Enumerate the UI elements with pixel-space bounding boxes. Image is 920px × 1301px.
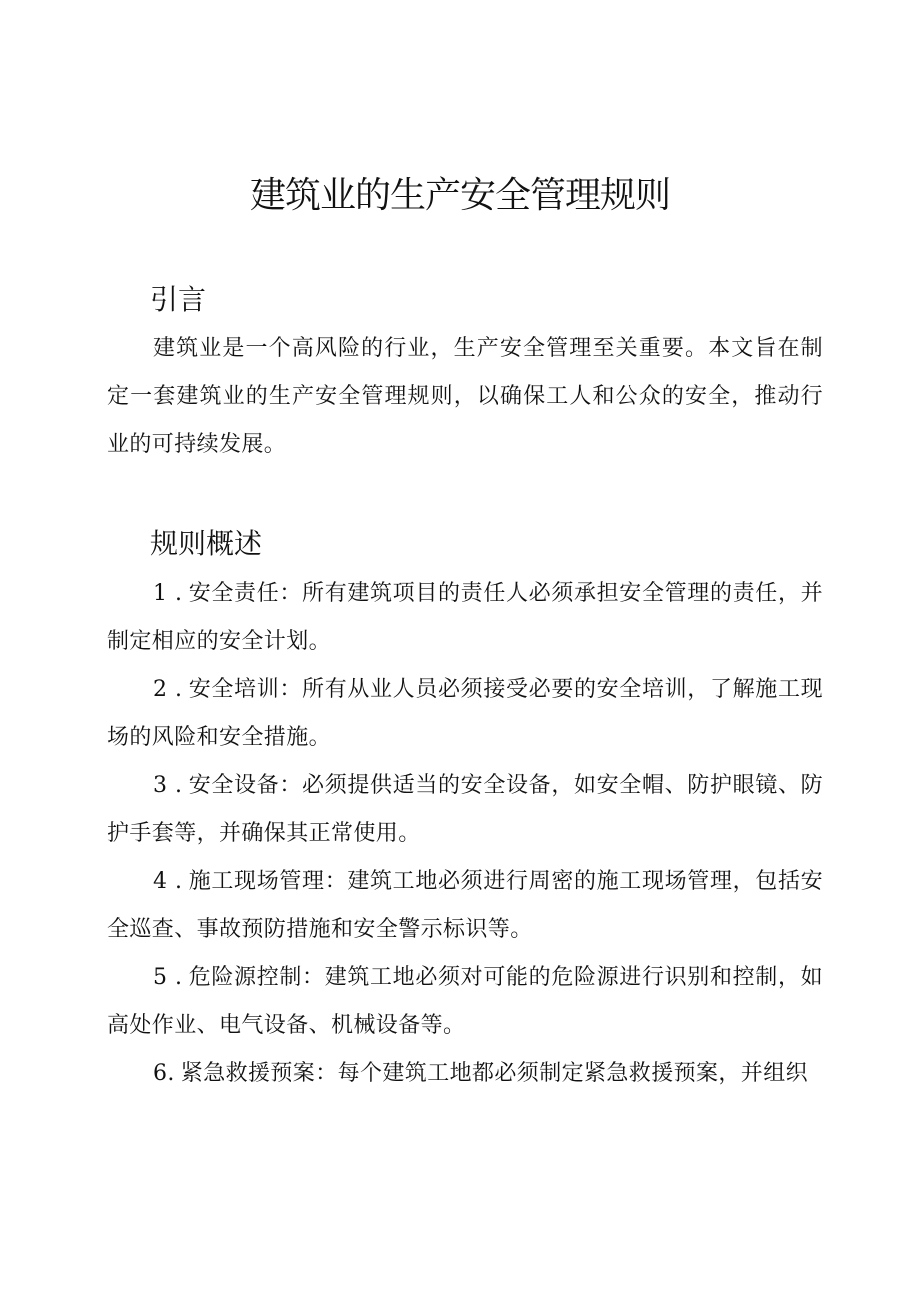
rule-item-4: [107, 858, 823, 954]
rule-text: 安全责任：所有建筑项目的责任人必须承担安全管理的责任，并制定相应的安全计划。: [107, 581, 824, 654]
intro-heading: 引言: [150, 283, 207, 316]
rule-item-5: [107, 954, 823, 1050]
rule-text: 安全设备：必须提供适当的安全设备，如安全帽、防护眼镜、防护手套等，并确保其正常使用。: [107, 773, 824, 846]
rule-item-2: [107, 666, 823, 762]
rule-number: 1 .: [153, 581, 183, 606]
rule-number: 2 .: [153, 677, 183, 702]
rule-number: 5 .: [153, 965, 183, 990]
rule-number: 6.: [153, 1061, 175, 1086]
intro-paragraph: 建筑业是一个高风险的行业，生产安全管理至关重要。本文旨在制定一套建筑业的生产安全管理规则，以确保工人和公众的安全，推动行业的可持续发展。: [107, 336, 823, 457]
rule-number: 4 .: [153, 869, 183, 894]
overview-heading: 规则概述: [150, 527, 263, 560]
rule-number: 3 .: [153, 773, 183, 798]
document-title: 建筑业的生产安全管理规则: [249, 175, 670, 216]
rule-item-6: [107, 1050, 823, 1098]
rule-item-1: [107, 570, 823, 666]
rule-text: 紧急救援预案：每个建筑工地都必须制定紧急救援预案，并组织: [180, 1061, 808, 1086]
rule-text: 安全培训：所有从业人员必须接受必要的安全培训，了解施工现场的风险和安全措施。: [107, 677, 824, 750]
rule-text: 施工现场管理：建筑工地必须进行周密的施工现场管理，包括安全巡查、事故预防措施和安全警示标识等。: [107, 869, 824, 942]
rule-text: 危险源控制：建筑工地必须对可能的危险源进行识别和控制，如高处作业、电气设备、机械设备等。: [107, 965, 824, 1038]
rule-item-3: [107, 762, 823, 858]
